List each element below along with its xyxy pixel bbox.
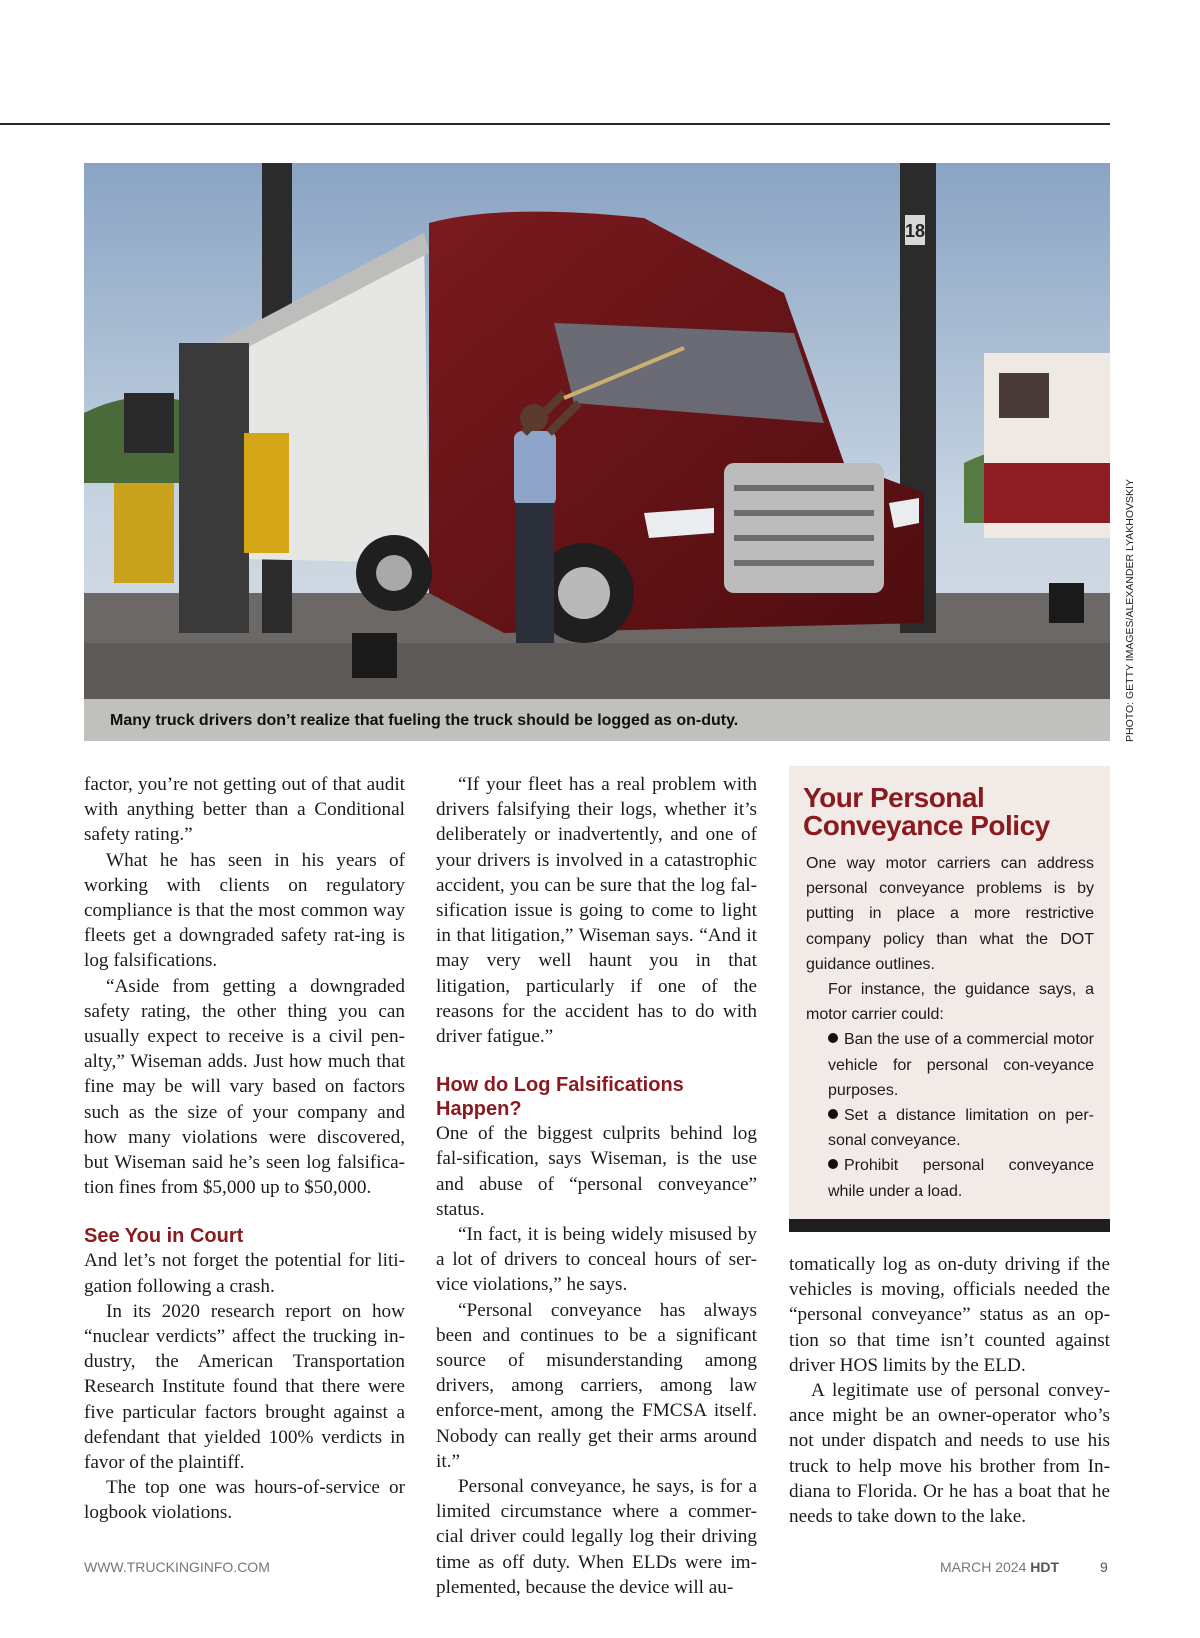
photo-credit: PHOTO: GETTY IMAGES/ALEXANDER LYAKHOVSKIY [1124, 479, 1136, 742]
bullet-icon [828, 1159, 838, 1169]
sidebar-bottom-rule [789, 1219, 1110, 1232]
subhead-see-you-in-court: See You in Court [84, 1225, 244, 1248]
caption-bar [84, 699, 1110, 741]
article-column-3 [789, 1252, 1110, 1529]
truck-photo [84, 163, 1110, 741]
footer-url[interactable]: WWW.TRUCKINGINFO.COM [84, 1559, 270, 1575]
paragraph: “Aside from getting a downgraded safety rating, the other thing you can usually expect to receive is a civil pen-alty,” Wiseman adds. Just how much that fine may be will vary based on factors such as the size of your company and how many violations were discovered, but Wiseman said he’s seen log falsifica-tion fines from $5,000 up to $50,000. [84, 975, 405, 1199]
list-item [828, 1027, 1094, 1103]
sidebar-paragraph: One way motor carriers can address personal conveyance problems is by putting in place a more restrictive company policy than what the DOT guidance outlines. [806, 855, 1094, 973]
paragraph: What he has seen in his years of working with clients on regulatory compliance is that the most common way fleets get a downgraded safety rat-ing is log falsifications. [84, 849, 405, 972]
paragraph: factor, you’re not getting out of that audit with anything better than a Conditional safety rating.” [84, 774, 405, 846]
photo-caption: Many truck drivers don’t realize that fueling the truck should be logged as on-duty. [110, 712, 739, 729]
paragraph: “If your fleet has a real problem with drivers falsifying their logs, whether it’s deliberately or inadvertently, and one of your drivers is involved in a catastrophic accident, you can be sure that the log fal-sification issue is going to come to light in that litigation,” Wiseman says. “And it may very well haunt you in that litigation, particularly if one of the reasons for the accident has to do with driver fatigue.” [436, 774, 757, 1048]
footer-issue-date: MARCH 2024 [940, 1559, 1027, 1575]
paragraph: “In fact, it is being widely misused by a lot of drivers to conceal hours of ser-vice violations,” he says. [436, 1224, 757, 1296]
paragraph: The top one was hours-of-service or logbook violations. [84, 1477, 405, 1524]
sidebar-bullet-list [806, 1027, 1094, 1203]
list-item-text: Ban the use of a commercial motor vehicle for personal con-veyance purposes. [828, 1031, 1094, 1099]
paragraph: One of the biggest culprits behind log fal-sification, says Wiseman, is the use and abuse of “personal conveyance” status. [436, 1123, 757, 1220]
bullet-icon [828, 1109, 838, 1119]
list-item [828, 1153, 1094, 1203]
list-item [828, 1103, 1094, 1153]
truck-illustration [84, 163, 1110, 741]
list-item-text: Prohibit personal conveyance while under a load. [828, 1157, 1094, 1200]
article-column-1 [84, 772, 405, 1526]
sidebar-body [806, 851, 1094, 1204]
paragraph: And let’s not forget the potential for liti-gation following a crash. [84, 1250, 405, 1297]
paragraph: In its 2020 research report on how “nuclear verdicts” affect the trucking in-dustry, the American Transportation Research Institute found that there were five particular factors brought against a defendant that yielded 100% verdicts in favor of the plaintiff. [84, 1300, 405, 1474]
sidebar-box [789, 766, 1110, 1224]
paragraph: tomatically log as on-duty driving if the vehicles is moving, officials needed the “personal conveyance” status as an op-tion so that time isn’t counted against driver HOS limits by the ELD. [789, 1254, 1110, 1376]
subhead-log-falsifications: How do Log Falsifications Happen? [436, 1074, 684, 1121]
sidebar-title: Your Personal Conveyance Policy [803, 782, 1050, 841]
article-column-2 [436, 772, 757, 1600]
top-rule [0, 123, 1110, 125]
paragraph: “Personal conveyance has always been and continues to be a significant source of misunderstanding among drivers, among carriers, among law enforce-ment, among the FMCSA itself. Nobody can really get their arms around it.” [436, 1299, 757, 1472]
footer-issue [940, 1559, 1059, 1575]
page-number: 9 [1100, 1559, 1108, 1575]
paragraph: Personal conveyance, he says, is for a limited circumstance where a commer-cial driver could legally log their driving time as off duty. When ELDs were im-plemented, because the device will au- [436, 1476, 757, 1598]
list-item-text: Set a distance limitation on per-sonal conveyance. [828, 1107, 1094, 1150]
paragraph: A legitimate use of personal convey-ance might be an owner-operator who’s not under dispatch and needs to use his truck to help move his brother from In-diana to Florida. Or he has a boat that he needs to take down to the lake. [789, 1380, 1110, 1528]
sidebar-paragraph: For instance, the guidance says, a motor carrier could: [806, 981, 1094, 1024]
pump-number: 18 [904, 221, 926, 241]
footer-magazine: HDT [1030, 1559, 1060, 1575]
bullet-icon [828, 1033, 838, 1043]
